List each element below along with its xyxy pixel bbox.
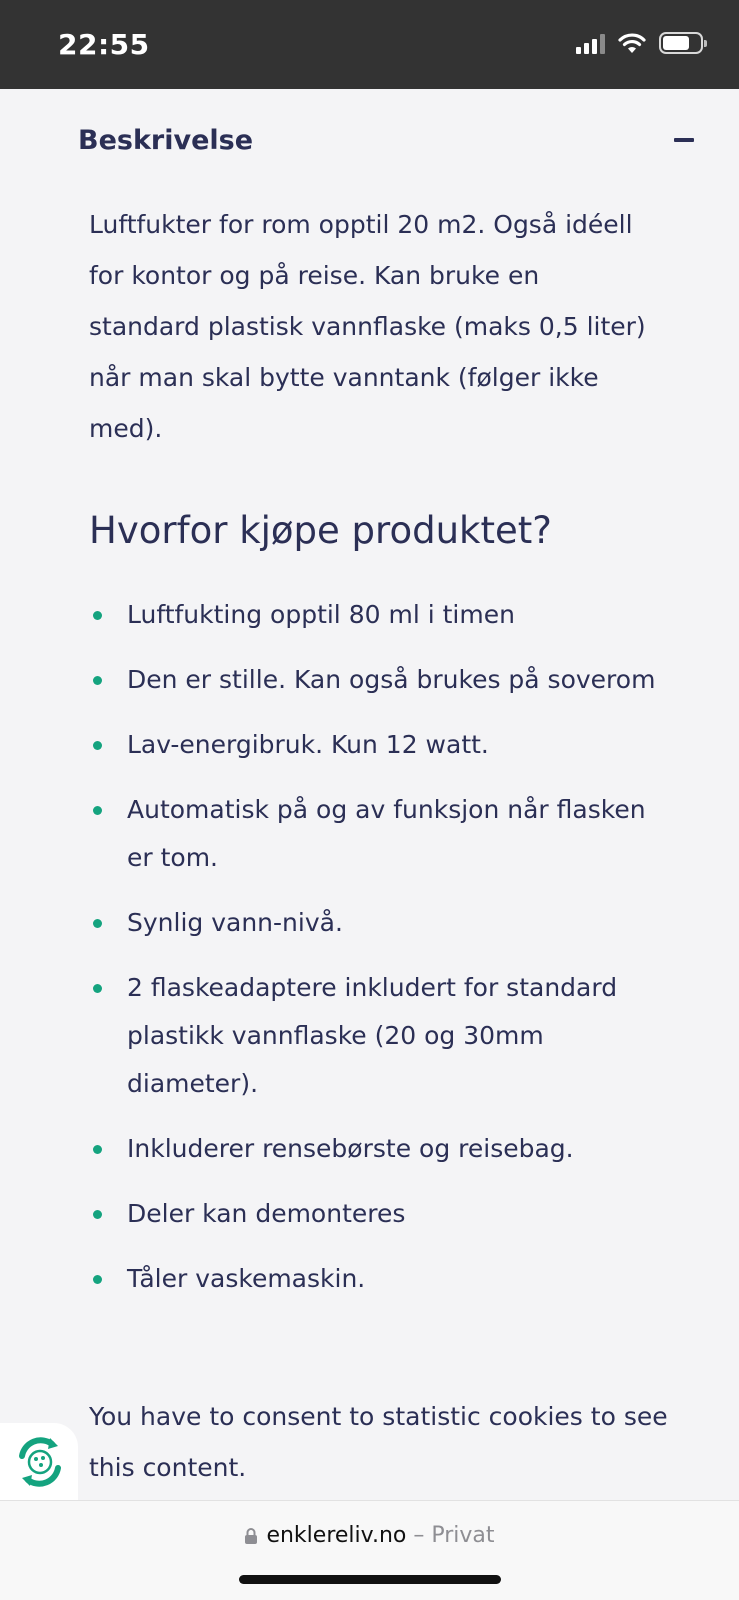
bullet-icon	[93, 806, 102, 815]
bullet-icon	[93, 984, 102, 993]
list-item: Den er stille. Kan også brukes på soverom	[89, 656, 669, 704]
bullet-icon	[93, 1145, 102, 1154]
cellular-signal-icon	[576, 32, 605, 54]
list-item: Lav-energibruk. Kun 12 watt.	[89, 721, 669, 769]
feature-list	[89, 591, 669, 1320]
page-content	[0, 89, 739, 1500]
address-bar[interactable]	[0, 1523, 739, 1548]
cookie-consent-notice: You have to consent to statistic cookies to see this content.	[89, 1402, 668, 1482]
list-item: Automatisk på og av funksjon når flasken er tom.	[89, 786, 669, 882]
accordion-header-beskrivelse[interactable]	[78, 125, 696, 165]
lock-icon	[244, 1527, 258, 1545]
status-icons	[576, 32, 703, 54]
eco-recycle-icon	[12, 1434, 68, 1490]
list-item: Deler kan demonteres	[89, 1190, 669, 1238]
list-item: Synlig vann-nivå.	[89, 899, 669, 947]
status-bar	[0, 0, 739, 89]
accordion-title: Beskrivelse	[78, 125, 254, 156]
wifi-icon	[617, 32, 647, 54]
minus-icon[interactable]	[674, 138, 694, 142]
list-item: Inkluderer rensebørste og reisebag.	[89, 1125, 669, 1173]
bullet-icon	[93, 676, 102, 685]
url-domain: enklereliv.no	[266, 1523, 407, 1548]
product-description: Luftfukter for rom opptil 20 m2. Også idéell for kontor og på reise. Kan bruke en standard plastisk vannflaske (maks 0,5 liter) når man skal bytte vanntank (følger ikke med).	[89, 210, 646, 443]
bullet-icon	[93, 1275, 102, 1284]
private-mode-label: Privat	[431, 1523, 495, 1548]
battery-icon	[659, 32, 703, 54]
list-item: Tåler vaskemaskin.	[89, 1255, 669, 1303]
browser-bottom-bar	[0, 1500, 739, 1600]
url-separator: –	[413, 1523, 425, 1548]
bullet-icon	[93, 611, 102, 620]
why-buy-heading: Hvorfor kjøpe produktet?	[89, 509, 552, 552]
list-item: 2 flaskeadaptere inkludert for standard plastikk vannflaske (20 og 30mm diameter).	[89, 964, 669, 1108]
home-indicator[interactable]	[239, 1575, 501, 1584]
bullet-icon	[93, 1210, 102, 1219]
bullet-icon	[93, 919, 102, 928]
eco-badge-button[interactable]	[0, 1423, 78, 1501]
status-time: 22:55	[58, 28, 150, 61]
list-item: Luftfukting opptil 80 ml i timen	[89, 591, 669, 639]
bullet-icon	[93, 741, 102, 750]
